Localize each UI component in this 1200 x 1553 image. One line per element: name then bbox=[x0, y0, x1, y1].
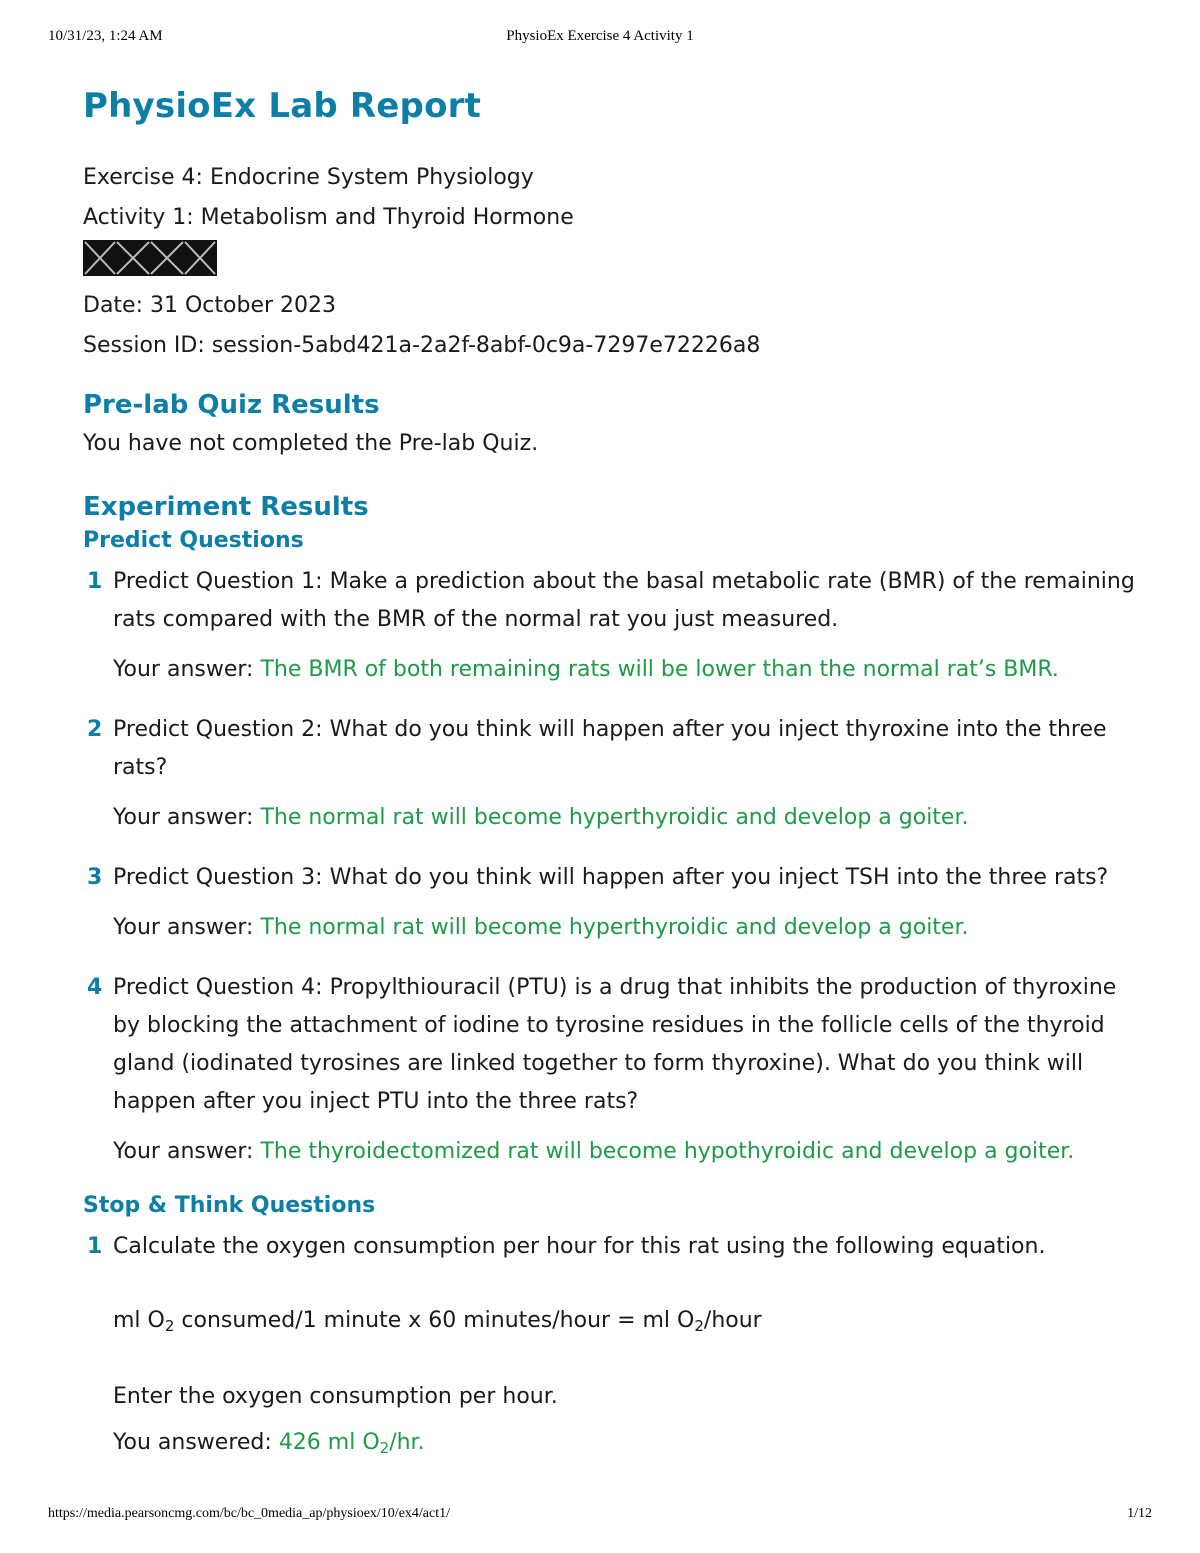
answer-label: Your answer: bbox=[113, 805, 254, 830]
print-footer bbox=[48, 1506, 1152, 1526]
experiment-results-heading: Experiment Results bbox=[83, 492, 369, 522]
predict-question-2 bbox=[83, 711, 1143, 837]
answer-text: The normal rat will become hyperthyroidic and develop a goiter. bbox=[260, 915, 969, 940]
redacted-name-block bbox=[83, 240, 217, 276]
answer-label: Your answer: bbox=[113, 657, 254, 682]
answer-label: Your answer: bbox=[113, 915, 254, 940]
predict-question-1 bbox=[83, 563, 1143, 689]
question-text: Predict Question 2: What do you think will happen after you inject thyroxine into the three rats? bbox=[113, 717, 1107, 780]
oxygen-equation: ml $O_2$ consumed/1 minute x 60 minutes/hour = ml $O_2$/hour bbox=[113, 1308, 762, 1335]
page-number: 1/12 bbox=[1127, 1506, 1152, 1521]
answer-text: The BMR of both remaining rats will be lower than the normal rat’s BMR. bbox=[260, 657, 1059, 682]
answered-line bbox=[113, 1424, 1143, 1462]
predict-question-4 bbox=[83, 969, 1143, 1171]
activity-line: Activity 1: Metabolism and Thyroid Hormone bbox=[83, 205, 574, 230]
print-header bbox=[48, 28, 1152, 48]
page-url: https://media.pearsoncmg.com/bc/bc_0media_ap/physioex/10/ex4/act1/ bbox=[48, 1506, 451, 1521]
question-number: 3 bbox=[87, 865, 103, 890]
exercise-line: Exercise 4: Endocrine System Physiology bbox=[83, 165, 534, 190]
stop-think-heading: Stop & Think Questions bbox=[83, 1193, 376, 1218]
question-number: 1 bbox=[87, 569, 103, 594]
lab-report bbox=[83, 80, 1143, 1484]
answer-label: Your answer: bbox=[113, 1139, 254, 1164]
question-text: Predict Question 1: Make a prediction about the basal metabolic rate (BMR) of the remaining rats compared with the BMR of the normal rat you just measured. bbox=[113, 569, 1135, 632]
predict-question-3 bbox=[83, 859, 1143, 947]
stop-think-question-1 bbox=[83, 1228, 1143, 1462]
report-title: PhysioEx Lab Report bbox=[83, 86, 482, 126]
predict-questions-heading: Predict Questions bbox=[83, 528, 304, 553]
question-text: Predict Question 4: Propylthiouracil (PTU) is a drug that inhibits the production of thyroxine by blocking the attachment of iodine to tyrosine residues in the follicle cells of the thyroid gland (iodinated tyrosines are linked together to form thyroxine). What do you think will happen after you inject PTU into the three rats? bbox=[113, 975, 1117, 1114]
answer-line bbox=[113, 651, 1143, 689]
print-doc-title: PhysioEx Exercise 4 Activity 1 bbox=[506, 28, 694, 44]
session-id-line: Session ID: session-5abd421a-2a2f-8abf-0c9a-7297e72226a8 bbox=[83, 333, 761, 358]
question-text: Predict Question 3: What do you think will happen after you inject TSH into the three rats? bbox=[113, 865, 1109, 890]
answer-line bbox=[113, 799, 1143, 837]
question-number: 2 bbox=[87, 717, 103, 742]
print-datetime: 10/31/23, 1:24 AM bbox=[48, 28, 163, 44]
prelab-status-text: You have not completed the Pre-lab Quiz. bbox=[83, 431, 539, 456]
question-number: 4 bbox=[87, 975, 103, 1000]
answered-label: You answered: bbox=[113, 1430, 272, 1455]
answered-value: 426 ml $O_2/hr$. bbox=[278, 1430, 425, 1457]
answer-line bbox=[113, 1133, 1143, 1171]
answer-line bbox=[113, 909, 1143, 947]
answer-text: The normal rat will become hyperthyroidic and develop a goiter. bbox=[260, 805, 969, 830]
question-text: Calculate the oxygen consumption per hour for this rat using the following equation. bbox=[113, 1234, 1046, 1259]
answer-text: The thyroidectomized rat will become hypothyroidic and develop a goiter. bbox=[260, 1139, 1075, 1164]
date-line: Date: 31 October 2023 bbox=[83, 293, 336, 318]
question-number: 1 bbox=[87, 1234, 103, 1259]
prelab-heading: Pre-lab Quiz Results bbox=[83, 390, 380, 420]
entry-prompt: Enter the oxygen consumption per hour. bbox=[113, 1384, 558, 1409]
